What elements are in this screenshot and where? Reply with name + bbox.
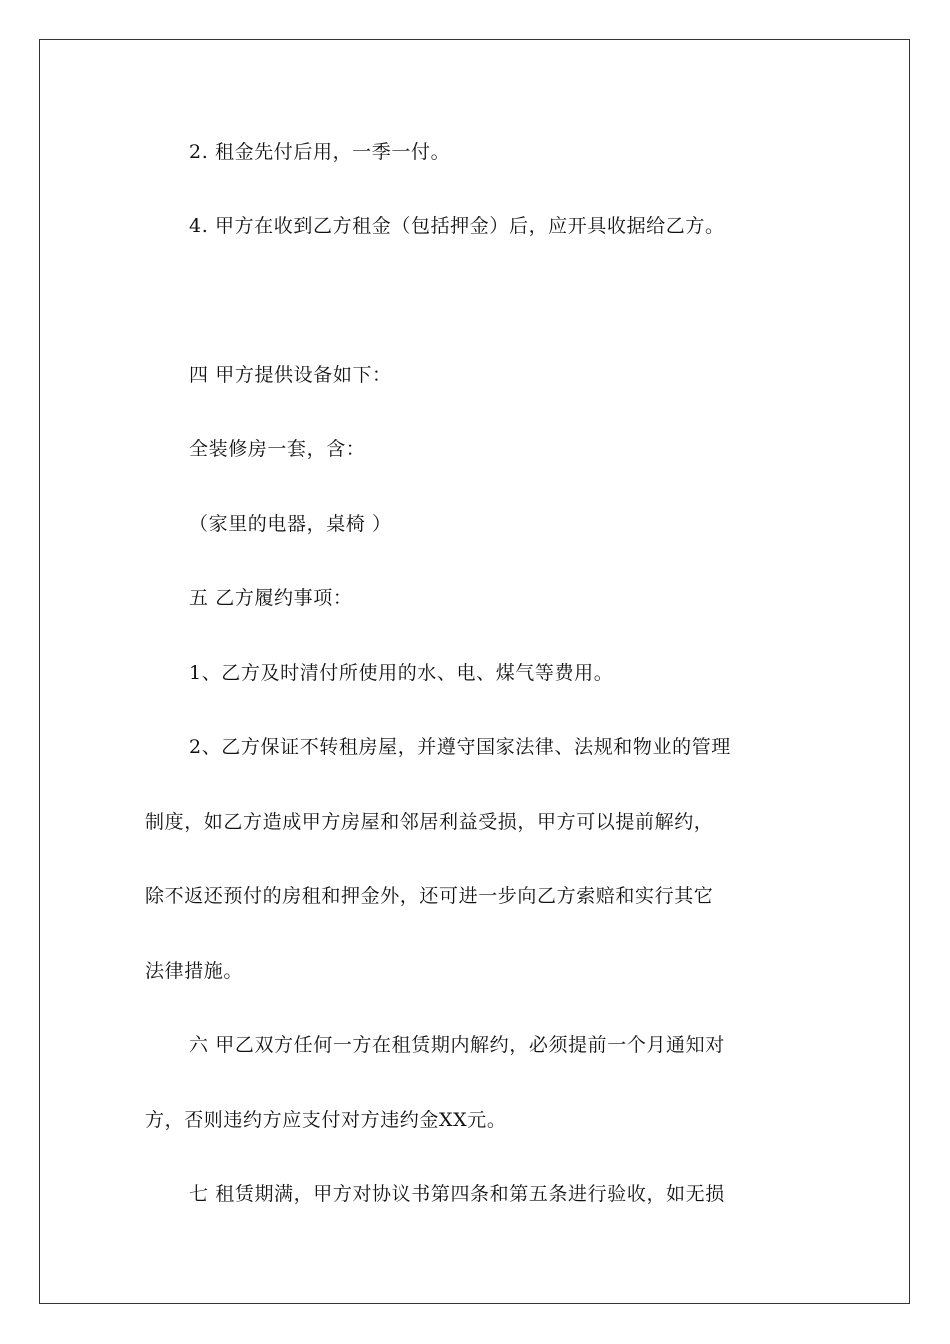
clause-5-1: 1、乙方及时清付所使用的水、电、煤气等费用。 bbox=[189, 662, 614, 684]
clause-5-2-line-4: 法律措施。 bbox=[145, 960, 244, 982]
clause-5-2-line-2: 制度，如乙方造成甲方房屋和邻居利益受损，甲方可以提前解约， bbox=[145, 811, 714, 833]
section-5-heading: 五 乙方履约事项： bbox=[189, 587, 353, 609]
section-7-line-1: 七 租赁期满，甲方对协议书第四条和第五条进行验收，如无损 bbox=[189, 1183, 725, 1205]
appliances-line: （家里的电器，桌椅 ） bbox=[189, 513, 392, 535]
section-6-line-1: 六 甲乙双方任何一方在租赁期内解约，必须提前一个月通知对 bbox=[189, 1034, 725, 1056]
clause-2-rent-payment: 2. 租金先付后用，一季一付。 bbox=[189, 141, 451, 163]
clause-4-receipt: 4. 甲方在收到乙方租金（包括押金）后，应开具收据给乙方。 bbox=[189, 215, 725, 237]
section-6-line-2: 方，否则违约方应支付对方违约金XX元。 bbox=[145, 1109, 507, 1131]
furnished-house-line: 全装修房一套，含： bbox=[189, 438, 366, 460]
clause-5-2-line-3: 除不返还预付的房租和押金外，还可进一步向乙方索赔和实行其它 bbox=[145, 885, 714, 907]
clause-5-2-line-1: 2、乙方保证不转租房屋，并遵守国家法律、法规和物业的管理 bbox=[189, 736, 731, 758]
section-4-heading: 四 甲方提供设备如下： bbox=[189, 364, 392, 386]
